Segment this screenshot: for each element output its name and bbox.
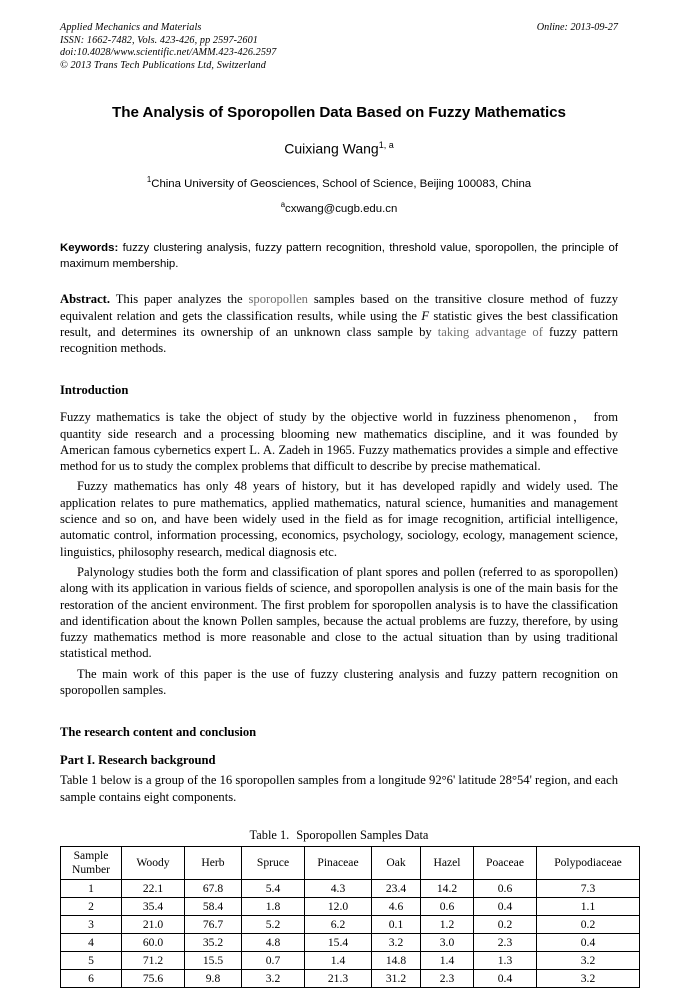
table-head bbox=[61, 846, 640, 879]
author-name: Cuixiang Wang bbox=[284, 140, 379, 157]
table-header-herb: Herb bbox=[185, 846, 242, 879]
table-header-woody: Woody bbox=[122, 846, 185, 879]
table-cell-sample-number: 2 bbox=[61, 897, 122, 915]
table-cell-value: 71.2 bbox=[122, 951, 185, 969]
author-line bbox=[60, 140, 618, 157]
table-cell-value: 14.8 bbox=[372, 951, 421, 969]
table-cell-value: 3.2 bbox=[242, 969, 305, 987]
table-cell-value: 67.8 bbox=[185, 879, 242, 897]
table-cell-value: 1.8 bbox=[242, 897, 305, 915]
table-cell-value: 0.7 bbox=[242, 951, 305, 969]
part-1-paragraph: Table 1 below is a group of the 16 sporopollen samples from a longitude 92°6' latitude 28°54' region, and each sample contains eight components. bbox=[60, 773, 618, 804]
table-cell-value: 58.4 bbox=[185, 897, 242, 915]
table-cell-value: 21.3 bbox=[305, 969, 372, 987]
table-caption bbox=[60, 828, 618, 843]
table-header-hazel: Hazel bbox=[421, 846, 474, 879]
table-cell-value: 2.3 bbox=[474, 933, 537, 951]
journal-doi: doi:10.4028/www.scientific.net/AMM.423-426.2597 bbox=[60, 47, 277, 59]
table-cell-sample-number: 5 bbox=[61, 951, 122, 969]
table-cell-value: 1.2 bbox=[421, 915, 474, 933]
table-cell-value: 0.6 bbox=[421, 897, 474, 915]
journal-issn: ISSN: 1662-7482, Vols. 423-426, pp 2597-2601 bbox=[60, 34, 258, 46]
intro-paragraph-2: Fuzzy mathematics has only 48 years of history, but it has developed rapidly and widely used. The application relates to pure mathematics, applied mathematics, natural science, humanities and management science and so on, and have been widely used in the field as for image recognition, artificial intelligence, automatic control, information processing, economics, psychology, sociology, ecology, management science, linguistics, philosophy research, medical diagnosis etc. bbox=[60, 479, 618, 559]
table-cell-value: 35.2 bbox=[185, 933, 242, 951]
table-cell-value: 3.2 bbox=[537, 951, 640, 969]
heading-introduction: Introduction bbox=[60, 383, 129, 398]
header-line-1: Sample bbox=[73, 849, 109, 863]
table-cell-value: 6.2 bbox=[305, 915, 372, 933]
table-cell-value: 4.6 bbox=[372, 897, 421, 915]
table-header-row bbox=[61, 846, 640, 879]
abstract-part-2: samples based on the transitive closure method of fuzzy equivalent relation and gets the classification results, while using the bbox=[60, 292, 618, 323]
table-cell-value: 12.0 bbox=[305, 897, 372, 915]
journal-copyright: © 2013 Trans Tech Publications Ltd, Switzerland bbox=[60, 59, 266, 71]
journal-masthead bbox=[60, 22, 618, 88]
table-cell-value: 76.7 bbox=[185, 915, 242, 933]
keywords-label: Keywords: bbox=[60, 242, 119, 255]
masthead-left-block bbox=[60, 22, 618, 72]
table-cell-sample-number: 6 bbox=[61, 969, 122, 987]
table-cell-value: 0.1 bbox=[372, 915, 421, 933]
table-cell-sample-number: 1 bbox=[61, 879, 122, 897]
table-cell-value: 75.6 bbox=[122, 969, 185, 987]
page-content bbox=[60, 22, 622, 988]
table-cell-value: 0.4 bbox=[474, 969, 537, 987]
header-line-2: Number bbox=[72, 862, 110, 876]
table-cell-value: 5.4 bbox=[242, 879, 305, 897]
table-cell-value: 7.3 bbox=[537, 879, 640, 897]
table-cell-value: 0.6 bbox=[474, 879, 537, 897]
table-header-sample-number bbox=[61, 846, 122, 879]
abstract-faded-1: sporopollen bbox=[248, 292, 308, 307]
table-header-oak: Oak bbox=[372, 846, 421, 879]
table-header-pinaceae: Pinaceae bbox=[305, 846, 372, 879]
table-row bbox=[61, 951, 640, 969]
page-title: The Analysis of Sporopollen Data Based on Fuzzy Mathematics bbox=[112, 104, 566, 121]
table-row bbox=[61, 933, 640, 951]
email-line bbox=[60, 200, 618, 215]
affiliation-mark: 1 bbox=[146, 174, 152, 184]
table-cell-value: 3.0 bbox=[421, 933, 474, 951]
abstract-label: Abstract. bbox=[60, 292, 111, 307]
table-cell-value: 1.4 bbox=[305, 951, 372, 969]
table-cell-value: 5.2 bbox=[242, 915, 305, 933]
table-cell-value: 23.4 bbox=[372, 879, 421, 897]
table-cell-sample-number: 3 bbox=[61, 915, 122, 933]
heading-part-1: Part I. Research background bbox=[60, 753, 216, 768]
table-cell-value: 60.0 bbox=[122, 933, 185, 951]
keywords-block bbox=[60, 241, 618, 272]
intro-paragraph-1: Fuzzy mathematics is take the object of study by the objective world in fuzziness phenomenon， from quantity side research and a processing blooming new mathematics discipline, and it was founded by American famous cybernetics expert L. A. Zadeh in 1965. Fuzzy mathematics provides a simple and effective method for us to study the complex problems that difficult to describe by precise mathematical. bbox=[60, 410, 618, 474]
online-date: Online: 2013-09-27 bbox=[536, 22, 618, 33]
intro-paragraph-4: The main work of this paper is the use of fuzzy clustering analysis and fuzzy pattern recognition on sporopollen samples. bbox=[60, 666, 618, 697]
table-cell-value: 1.1 bbox=[537, 897, 640, 915]
table-cell-value: 9.8 bbox=[185, 969, 242, 987]
table-cell-value: 3.2 bbox=[537, 969, 640, 987]
table-row bbox=[61, 969, 640, 987]
heading-research-content: The research content and conclusion bbox=[60, 725, 257, 740]
table-cell-value: 15.5 bbox=[185, 951, 242, 969]
table-row bbox=[61, 915, 640, 933]
table-header-spruce: Spruce bbox=[242, 846, 305, 879]
table-cell-value: 2.3 bbox=[421, 969, 474, 987]
table-cell-value: 15.4 bbox=[305, 933, 372, 951]
journal-name: Applied Mechanics and Materials bbox=[60, 22, 202, 33]
table-cell-value: 0.2 bbox=[537, 915, 640, 933]
abstract-italic-f: F bbox=[421, 308, 430, 323]
table-cell-value: 31.2 bbox=[372, 969, 421, 987]
table-cell-value: 14.2 bbox=[421, 879, 474, 897]
table-header-polypodiaceae: Polypodiaceae bbox=[537, 846, 640, 879]
table-cell-value: 4.8 bbox=[242, 933, 305, 951]
table-body bbox=[61, 879, 640, 987]
table-cell-value: 1.4 bbox=[421, 951, 474, 969]
table-caption-label: Table 1. bbox=[249, 827, 290, 842]
abstract-block bbox=[60, 291, 618, 356]
table-caption-text: Sporopollen Samples Data bbox=[296, 827, 429, 842]
table-cell-value: 0.2 bbox=[474, 915, 537, 933]
table-cell-value: 1.3 bbox=[474, 951, 537, 969]
affiliation-text: China University of Geosciences, School of Science, Beijing 100083, China bbox=[151, 177, 532, 190]
table-row bbox=[61, 897, 640, 915]
keywords-text: fuzzy clustering analysis, fuzzy pattern recognition, threshold value, sporopollen, the principle of maximum membership. bbox=[60, 242, 618, 270]
sporopollen-data-table bbox=[60, 846, 640, 988]
table-cell-value: 4.3 bbox=[305, 879, 372, 897]
abstract-part-3: statistic gives the best classification result, and determines its ownership of an unknown class sample by bbox=[60, 308, 618, 339]
table-cell-value: 0.4 bbox=[474, 897, 537, 915]
table-header-poaceae: Poaceae bbox=[474, 846, 537, 879]
table-cell-sample-number: 4 bbox=[61, 933, 122, 951]
intro-paragraph-3: Palynology studies both the form and classification of plant spores and pollen (referred to as sporopollen) along with its application in various fields of science, and sporopollen analysis is one of the main basis for the restoration of the ancient environment. The first problem for sporopollen analysis is to have the classification and identification about the known Pollen samples, because the actual problems are fuzzy, therefore, by using fuzzy mathematics method is more reasonable and close to the actual situation than by using traditional statistical method. bbox=[60, 564, 618, 661]
abstract-faded-2: taking advantage of bbox=[437, 324, 543, 339]
table-row bbox=[61, 879, 640, 897]
table-cell-value: 3.2 bbox=[372, 933, 421, 951]
table-cell-value: 35.4 bbox=[122, 897, 185, 915]
table-cell-value: 22.1 bbox=[122, 879, 185, 897]
email-mark: a bbox=[280, 200, 286, 210]
email-text: cxwang@cugb.edu.cn bbox=[285, 203, 398, 216]
affiliation-line bbox=[60, 175, 618, 190]
table-cell-value: 0.4 bbox=[537, 933, 640, 951]
author-marks: 1, a bbox=[378, 140, 394, 150]
abstract-part-1: This paper analyzes the bbox=[115, 292, 249, 307]
abstract-part-4: fuzzy pattern recognition methods. bbox=[60, 324, 619, 356]
table-cell-value: 21.0 bbox=[122, 915, 185, 933]
